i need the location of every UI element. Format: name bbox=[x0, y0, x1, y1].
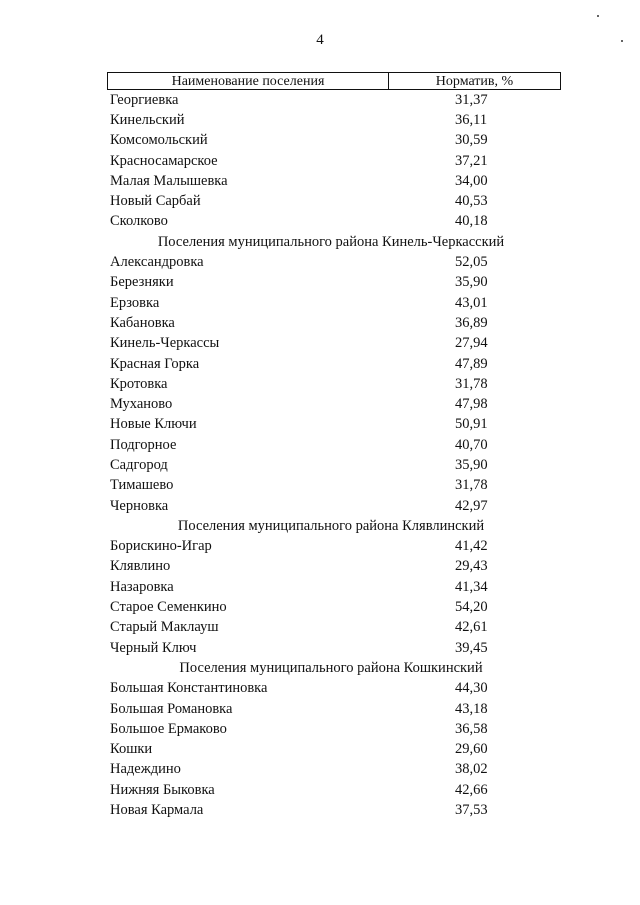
norm-value: 29,43 bbox=[455, 558, 488, 575]
table-row bbox=[107, 191, 561, 211]
norm-value: 35,90 bbox=[455, 456, 488, 473]
settlement-name: Георгиевка bbox=[110, 91, 179, 108]
settlement-name: Новый Сарбай bbox=[110, 193, 201, 210]
settlement-name: Назаровка bbox=[110, 578, 174, 595]
norm-value: 38,02 bbox=[455, 761, 488, 778]
norm-value: 50,91 bbox=[455, 416, 488, 433]
table-row bbox=[107, 252, 561, 272]
norm-value: 29,60 bbox=[455, 741, 488, 758]
settlement-name: Кротовка bbox=[110, 375, 168, 392]
table-header bbox=[107, 72, 561, 90]
norm-value: 42,97 bbox=[455, 497, 488, 514]
table-row bbox=[107, 496, 561, 516]
settlement-name: Кинель-Черкассы bbox=[110, 335, 220, 352]
table-row bbox=[107, 90, 561, 110]
norm-value: 41,42 bbox=[455, 538, 488, 555]
settlement-name: Муханово bbox=[110, 396, 173, 413]
settlement-name: Большая Константиновка bbox=[110, 680, 268, 697]
settlement-name: Большая Романовка bbox=[110, 700, 233, 717]
table-row bbox=[107, 679, 561, 699]
norm-value: 31,78 bbox=[455, 375, 488, 392]
norm-value: 47,98 bbox=[455, 396, 488, 413]
norm-value: 40,18 bbox=[455, 213, 488, 230]
scan-speck bbox=[597, 15, 599, 17]
settlement-name: Надеждино bbox=[110, 761, 181, 778]
table-body bbox=[107, 90, 561, 821]
settlement-name: Кинельский bbox=[110, 111, 185, 128]
table-row bbox=[107, 394, 561, 414]
header-settlement-name: Наименование поселения bbox=[108, 73, 389, 89]
table-row bbox=[107, 699, 561, 719]
norm-value: 36,89 bbox=[455, 314, 488, 331]
table-row bbox=[107, 537, 561, 557]
norm-value: 31,78 bbox=[455, 477, 488, 494]
norm-value: 42,66 bbox=[455, 781, 488, 798]
settlement-name: Подгорное bbox=[110, 436, 177, 453]
table-row bbox=[107, 476, 561, 496]
page-number: 4 bbox=[316, 32, 324, 48]
settlement-name: Малая Малышевка bbox=[110, 172, 228, 189]
settlement-name: Александровка bbox=[110, 254, 204, 271]
settlement-name: Черный Ключ bbox=[110, 639, 197, 656]
settlement-name: Красносамарское bbox=[110, 152, 218, 169]
norm-value: 31,37 bbox=[455, 91, 488, 108]
settlement-name: Комсомольский bbox=[110, 132, 208, 149]
norm-value: 43,18 bbox=[455, 700, 488, 717]
norm-value: 43,01 bbox=[455, 294, 488, 311]
norm-value: 34,00 bbox=[455, 172, 488, 189]
settlement-name: Борискино-Игар bbox=[110, 538, 212, 555]
settlement-name: Старый Маклауш bbox=[110, 619, 219, 636]
norm-value: 36,11 bbox=[455, 111, 488, 128]
settlement-name: Черновка bbox=[110, 497, 169, 514]
norm-value: 37,21 bbox=[455, 152, 488, 169]
table-row bbox=[107, 557, 561, 577]
table-row bbox=[107, 740, 561, 760]
settlement-name: Сколково bbox=[110, 213, 168, 230]
table-row bbox=[107, 212, 561, 232]
settlement-name: Кабановка bbox=[110, 314, 175, 331]
table-row bbox=[107, 110, 561, 130]
table-row bbox=[107, 415, 561, 435]
norm-value: 42,61 bbox=[455, 619, 488, 636]
settlement-name: Кошки bbox=[110, 741, 153, 758]
norm-value: 37,53 bbox=[455, 802, 488, 819]
settlement-name: Нижняя Быковка bbox=[110, 781, 215, 798]
section-title: Поселения муниципального района Клявлинский bbox=[177, 517, 485, 534]
table-row bbox=[107, 760, 561, 780]
norm-value: 40,53 bbox=[455, 193, 488, 210]
settlement-norms-table bbox=[107, 72, 561, 821]
section-title: Поселения муниципального района Кошкинский bbox=[179, 659, 483, 676]
settlement-name: Новые Ключи bbox=[110, 416, 197, 433]
table-row bbox=[107, 313, 561, 333]
table-row bbox=[107, 577, 561, 597]
table-row bbox=[107, 151, 561, 171]
header-norm-percent: Норматив, % bbox=[435, 74, 514, 89]
scan-speck bbox=[621, 40, 623, 42]
settlement-name: Большое Ермаково bbox=[110, 720, 227, 737]
norm-value: 27,94 bbox=[455, 335, 488, 352]
settlement-name: Тимашево bbox=[110, 477, 174, 494]
table-row bbox=[107, 618, 561, 638]
table-row bbox=[107, 455, 561, 475]
norm-value: 30,59 bbox=[455, 132, 488, 149]
settlement-name: Новая Кармала bbox=[110, 802, 204, 819]
norm-value: 47,89 bbox=[455, 355, 488, 372]
table-row bbox=[107, 800, 561, 820]
table-row bbox=[107, 273, 561, 293]
table-row bbox=[107, 293, 561, 313]
settlement-name: Березняки bbox=[110, 274, 174, 291]
table-row bbox=[107, 374, 561, 394]
settlement-name: Садгород bbox=[110, 456, 168, 473]
settlement-name: Ерзовка bbox=[110, 294, 160, 311]
norm-value: 36,58 bbox=[455, 720, 488, 737]
table-row bbox=[107, 131, 561, 151]
norm-value: 39,45 bbox=[455, 639, 488, 656]
settlement-name: Красная Горка bbox=[110, 355, 200, 372]
table-row bbox=[107, 435, 561, 455]
settlement-name: Клявлино bbox=[110, 558, 171, 575]
section-title: Поселения муниципального района Кинель-Черкасский bbox=[157, 233, 505, 250]
norm-value: 52,05 bbox=[455, 254, 488, 271]
table-row bbox=[107, 334, 561, 354]
table-row bbox=[107, 638, 561, 658]
norm-value: 35,90 bbox=[455, 274, 488, 291]
norm-value: 54,20 bbox=[455, 599, 488, 616]
table-row bbox=[107, 354, 561, 374]
table-row bbox=[107, 171, 561, 191]
table-row bbox=[107, 780, 561, 800]
settlement-name: Старое Семенкино bbox=[110, 599, 227, 616]
table-row bbox=[107, 719, 561, 739]
norm-value: 44,30 bbox=[455, 680, 488, 697]
table-row bbox=[107, 597, 561, 617]
norm-value: 41,34 bbox=[455, 578, 488, 595]
norm-value: 40,70 bbox=[455, 436, 488, 453]
